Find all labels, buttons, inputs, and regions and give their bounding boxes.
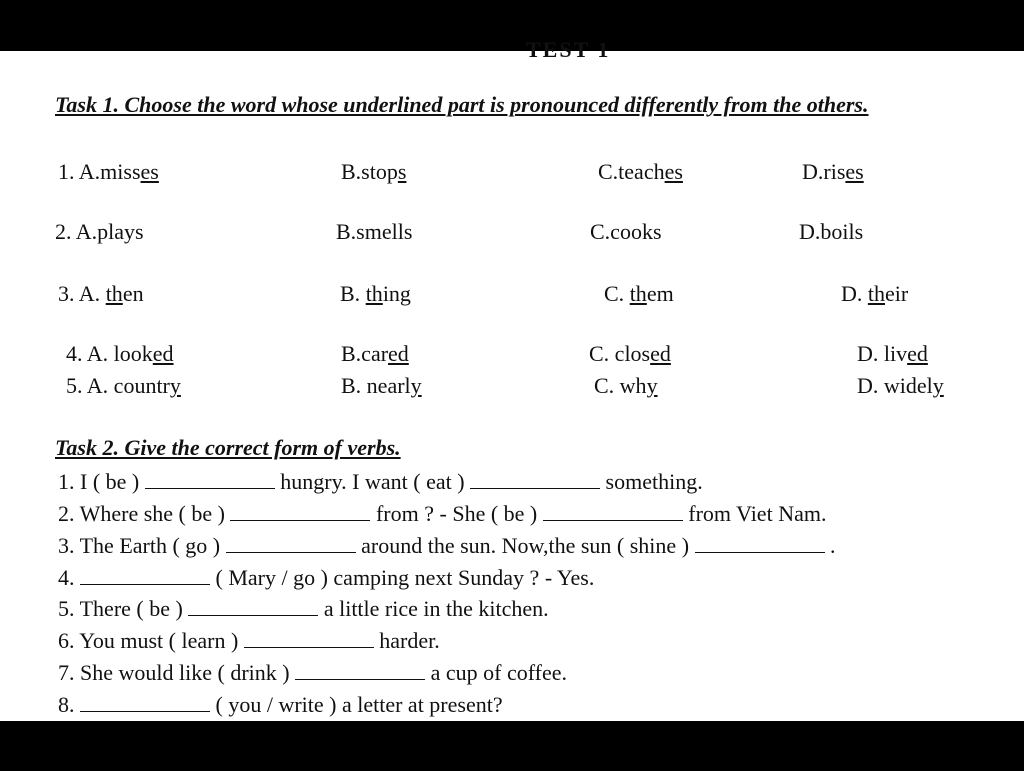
- task2-heading: Task 2. Give the correct form of verbs.: [55, 435, 401, 460]
- worksheet-page: [0, 37, 1024, 721]
- test-title: TEST 1: [526, 37, 611, 62]
- task1-question-2: 2. A.plays B.smells C.cooks D.boils: [55, 219, 864, 244]
- task1-question-4: 4. A. looked B.cared C. closed D. lived: [66, 341, 928, 366]
- task2-item-6: 6. You must ( learn ) harder.: [58, 628, 440, 653]
- task1-heading: Task 1. Choose the word whose underlined part is pronounced differently from the others.: [55, 92, 869, 117]
- answer-blank[interactable]: [230, 502, 370, 521]
- task1-question-5: 5. A. country B. nearly C. why D. widely: [66, 373, 944, 398]
- task2-item-8: 8. ( you / write ) a letter at present?: [58, 692, 503, 717]
- answer-blank[interactable]: [295, 661, 425, 680]
- answer-blank[interactable]: [226, 534, 356, 553]
- answer-blank[interactable]: [80, 566, 210, 585]
- task2-item-2: 2. Where she ( be ) from ? - She ( be ) from Viet Nam.: [58, 501, 827, 526]
- task1-question-1: 1. A.misses B.stops C.teaches D.rises: [58, 159, 864, 184]
- answer-blank[interactable]: [244, 629, 374, 648]
- task1-question-3: 3. A. then B. thing C. them D. their: [58, 281, 909, 306]
- answer-blank[interactable]: [188, 597, 318, 616]
- answer-blank[interactable]: [695, 534, 825, 553]
- answer-blank[interactable]: [470, 470, 600, 489]
- answer-blank[interactable]: [80, 693, 210, 712]
- answer-blank[interactable]: [543, 502, 683, 521]
- task2-item-7: 7. She would like ( drink ) a cup of coffee.: [58, 660, 567, 685]
- task2-item-5: 5. There ( be ) a little rice in the kitchen.: [58, 596, 549, 621]
- task2-item-4: 4. ( Mary / go ) camping next Sunday ? - Yes.: [58, 565, 595, 590]
- answer-blank[interactable]: [145, 470, 275, 489]
- task2-item-3: 3. The Earth ( go ) around the sun. Now,the sun ( shine ) .: [58, 533, 836, 558]
- task2-item-1: 1. I ( be ) hungry. I want ( eat ) something.: [58, 469, 703, 494]
